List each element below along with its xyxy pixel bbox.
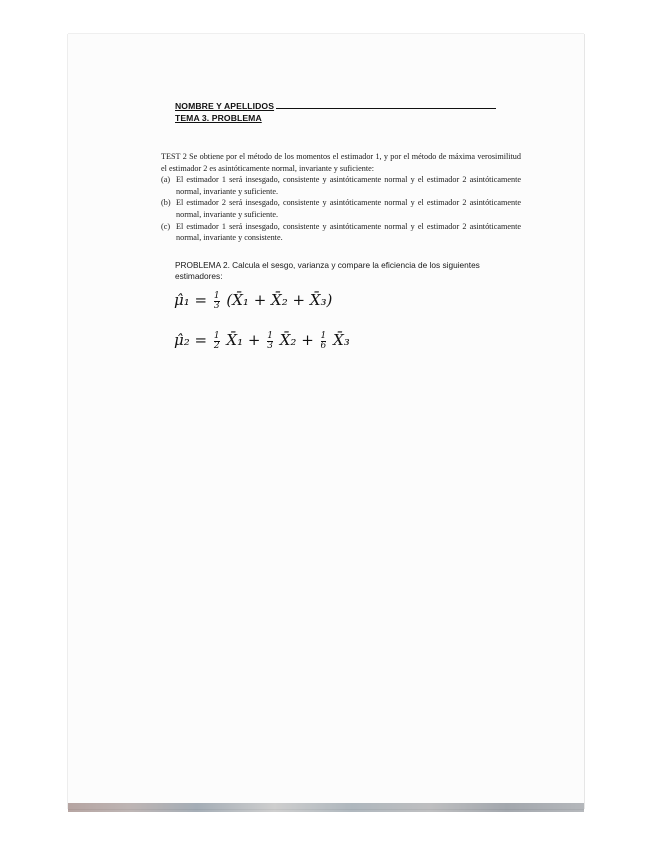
- option-a-text: El estimador 1 será insesgado, consistente y asintóticamente normal y el estimador 2 asintóticamente normal, invariante y suficiente.: [176, 175, 521, 196]
- bottom-edge-strip: [68, 803, 584, 812]
- estimator-2-coef-2-den: 3: [267, 340, 273, 351]
- test-question-block: [161, 151, 521, 244]
- estimator-1-formula: [174, 291, 332, 311]
- estimator-2-term-3: X̄₃: [333, 331, 350, 349]
- estimator-2-term-2: X̄₂ +: [279, 331, 314, 349]
- estimator-2-coef-3-den: 6: [320, 340, 327, 351]
- estimator-2-lhs: μ̂₂ =: [174, 331, 208, 349]
- problem-statement: PROBLEMA 2. Calcula el sesgo, varianza y compare la eficiencia de los siguientes estimadores:: [175, 260, 480, 282]
- estimator-1-num: 1: [213, 290, 220, 301]
- estimator-2-formula: [174, 331, 350, 351]
- estimator-2-coef-1-num: 1: [213, 330, 220, 341]
- name-field-label: [175, 101, 496, 111]
- estimator-1-den: 3: [213, 300, 220, 311]
- estimator-1-fraction: [214, 292, 220, 311]
- estimator-2-coef-3: [321, 332, 327, 351]
- estimator-1-body: (X̄₁ + X̄₂ + X̄₃): [226, 291, 333, 309]
- option-c-label: (c): [161, 221, 171, 231]
- option-b: [161, 197, 521, 220]
- test-question: TEST 2 Se obtiene por el método de los momentos el estimador 1, y por el método de máxima verosimilitud el estimador 2 es asintóticamente normal, invariante y suficiente:: [161, 152, 521, 173]
- option-a-label: (a): [161, 175, 171, 185]
- estimator-2-coef-3-num: 1: [320, 330, 327, 341]
- name-label-text: NOMBRE Y APELLIDOS: [175, 101, 275, 111]
- name-underline: [276, 101, 496, 109]
- option-c-text: El estimador 1 será insesgado, consistente y asintóticamente normal y el estimador 2 asintóticamente normal, invariante y consistente.: [176, 221, 521, 243]
- estimator-1-lhs: μ̂₁ =: [174, 291, 208, 309]
- option-b-text: El estimador 2 será insesgado, consistente y asintóticamente normal y el estimador 2 asintóticamente normal, invariante y suficiente.: [176, 198, 521, 219]
- estimator-2-coef-2: [267, 332, 273, 351]
- estimator-2-term-1: X̄₁ +: [226, 331, 261, 349]
- option-c: [161, 221, 521, 244]
- option-b-label: (b): [161, 198, 171, 208]
- option-a: [161, 174, 521, 197]
- estimator-2-coef-1: [214, 332, 220, 351]
- topic-heading: TEMA 3. PROBLEMA: [175, 113, 262, 123]
- estimator-2-coef-1-den: 2: [213, 340, 220, 351]
- estimator-2-coef-2-num: 1: [267, 330, 273, 341]
